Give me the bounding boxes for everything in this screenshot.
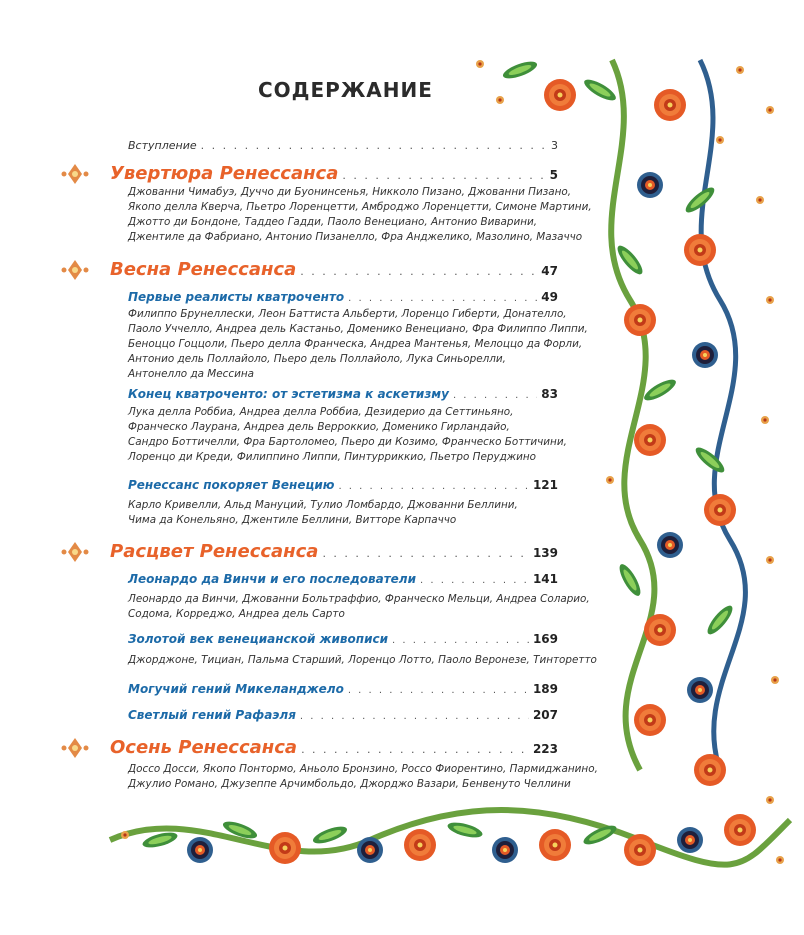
toc-page-number: 169	[532, 632, 558, 646]
toc-section[interactable]	[128, 572, 558, 586]
toc-part-overture[interactable]	[110, 163, 558, 184]
toc-section-label: Золотой век венецианской живописи	[128, 632, 388, 646]
artist-names: Лука делла Роббиа, Андреа делла Роббиа, Дезидерио да Сеттиньяно, Франческо Лаурана, Андреа дель Верроккио, Доменико Гирландайо, Сандро Боттичелли, Фра Бартоломео, Пьеро ди Козимо, Франческо Боттичини, Лоренцо ди Креди, Филиппино Липпи, Пинтурриккио, Пьетро Перуджино	[128, 406, 567, 463]
toc-entry-label: Вступление	[128, 139, 197, 152]
artist-names: Карло Кривелли, Альд Мануций, Тулио Ломбардо, Джованни Беллини, Чима да Конельяно, Джентиле Беллини, Витторе Карпаччо	[128, 499, 518, 526]
toc-page-number: 49	[541, 290, 558, 304]
artist-names: Филиппо Брунеллески, Леон Баттиста Альберти, Лоренцо Гиберти, Донателло, Паоло Уччелло, Андреа дель Кастаньо, Доменико Венециано, Фра Филиппо Липпи, Беноццо Гоццоли, Пьеро делла Франческа, Андреа Мантенья, Мелоццо да Форли, Антонио дель Поллайоло, Пьеро дель Поллайоло, Лука Синьорелли, Антонелло да Мессина	[128, 308, 588, 380]
toc-section[interactable]	[128, 682, 558, 696]
part-bullet-ornament-icon	[60, 737, 90, 759]
toc-part-label: Осень Ренессанса	[110, 737, 298, 758]
toc-page-number: 139	[532, 546, 558, 560]
artist-names: Доссо Досси, Якопо Понтормо, Аньоло Бронзино, Россо Фиорентино, Пармиджанино, Джулио Романо, Джузеппе Арчимбольдо, Джорджо Вазари, Бенвенуто Челлини	[128, 763, 598, 790]
toc-section-label: Светлый гений Рафаэля	[128, 708, 296, 722]
artist-names: Леонардо да Винчи, Джованни Больтраффио, Франческо Мельци, Андреа Соларио, Содома, Корреджо, Андреа дель Сарто	[128, 593, 590, 620]
toc-part-autumn[interactable]	[110, 737, 558, 758]
toc-section[interactable]	[128, 387, 558, 401]
toc-part-label: Весна Ренессанса	[110, 259, 297, 280]
toc-page-number: 189	[532, 682, 558, 696]
toc-part-flourishing[interactable]	[110, 541, 558, 562]
toc-section[interactable]	[128, 632, 558, 646]
toc-part-label: Расцвет Ренессанса	[110, 541, 319, 562]
toc-section-label: Первые реалисты кватроченто	[128, 290, 345, 304]
toc-section[interactable]	[128, 708, 558, 722]
toc-page-number: 3	[551, 139, 558, 152]
toc-page-number: 5	[549, 168, 558, 182]
toc-page-number: 47	[541, 264, 558, 278]
toc-section-label: Леонардо да Винчи и его последователи	[128, 572, 416, 586]
toc-section[interactable]	[128, 290, 558, 304]
artist-names: Джорджоне, Тициан, Пальма Старший, Лоренцо Лотто, Паоло Веронезе, Тинторетто	[128, 654, 597, 666]
page-title: СОДЕРЖАНИЕ	[258, 78, 433, 102]
toc-section-label: Могучий гений Микеланджело	[128, 682, 344, 696]
part-bullet-ornament-icon	[60, 541, 90, 563]
toc-entry-intro[interactable]	[128, 139, 558, 152]
toc-page-number: 141	[532, 572, 558, 586]
toc-section[interactable]	[128, 478, 558, 492]
toc-page-number: 207	[532, 708, 558, 722]
toc-page-number: 223	[532, 742, 558, 756]
toc-section-label: Конец кватроченто: от эстетизма к аскетизму	[128, 387, 449, 401]
artist-names: Джованни Чимабуэ, Дуччо ди Буонинсенья, Никколо Пизано, Джованни Пизано, Якопо делла Кверча, Пьетро Лоренцетти, Амброджо Лоренцетти, Симоне Мартини, Джотто ди Бондоне, Таддео Гадди, Паоло Венециано, Антонио Виварини, Джентиле да Фабриано, Антонио Пизанелло, Фра Анджелико, Мазолино, Мазаччо	[128, 186, 592, 243]
toc-part-label: Увертюра Ренессанса	[110, 163, 339, 184]
toc-part-spring[interactable]	[110, 259, 558, 280]
toc-page-number: 83	[541, 387, 558, 401]
toc-page-number: 121	[532, 478, 558, 492]
toc-section-label: Ренессанс покоряет Венецию	[128, 478, 335, 492]
part-bullet-ornament-icon	[60, 259, 90, 281]
part-bullet-ornament-icon	[60, 163, 90, 185]
